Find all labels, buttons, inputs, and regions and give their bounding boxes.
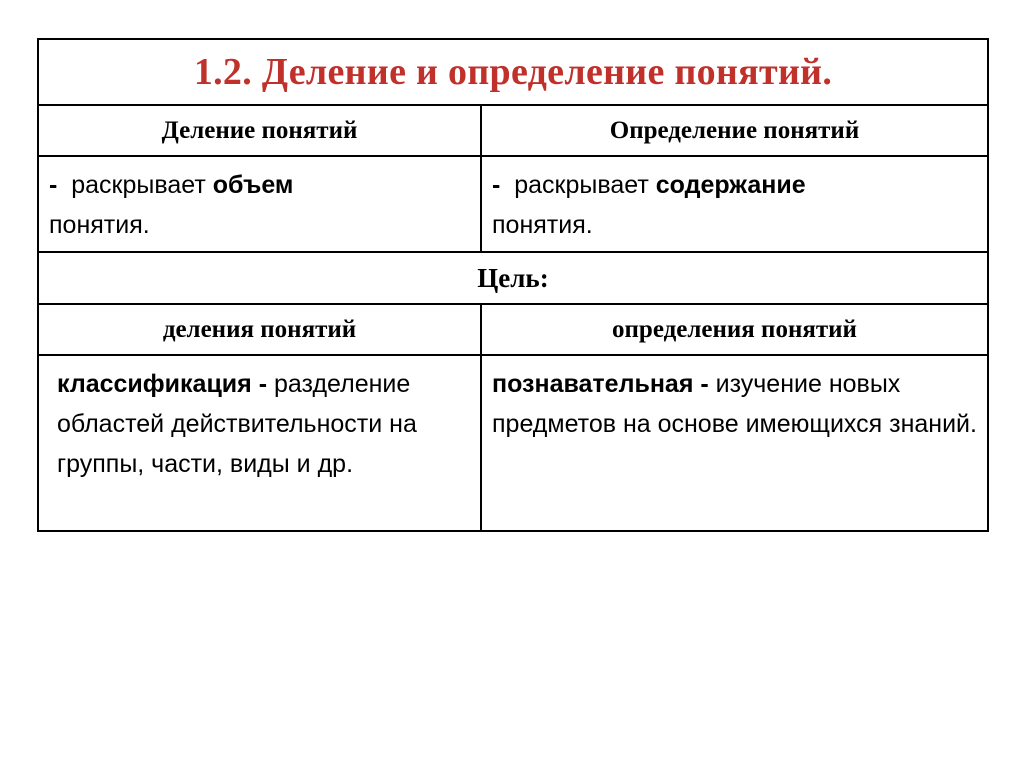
goal-header-row: [38, 304, 988, 355]
title-row: [38, 39, 988, 105]
division-goal: [38, 355, 481, 531]
goal-header-definition: определения понятий: [481, 304, 988, 355]
definition-goal: [481, 355, 988, 531]
dash-marker: -: [49, 171, 58, 199]
description-row: [38, 156, 988, 252]
definition-verb: раскрывает: [514, 171, 649, 199]
division-keyword: объем: [212, 171, 294, 199]
definition-goal-keyword: познавательная -: [492, 370, 709, 398]
header-definition: Определение понятий: [481, 105, 988, 156]
definition-rest: понятия.: [492, 211, 593, 239]
dash-marker: -: [492, 171, 501, 199]
division-description: [38, 156, 481, 252]
division-rest: понятия.: [49, 211, 150, 239]
definition-keyword: содержание: [655, 171, 806, 199]
goal-row: [38, 252, 988, 304]
goal-description-row: [38, 355, 988, 531]
table-title: 1.2. Деление и определение понятий.: [38, 39, 988, 105]
division-goal-keyword: классификация -: [57, 370, 268, 398]
division-verb: раскрывает: [71, 171, 206, 199]
goal-heading: Цель:: [38, 252, 988, 304]
concepts-table: [37, 38, 989, 532]
definition-goal-text: изучение новых предметов на основе имеющихся знаний.: [492, 370, 977, 438]
header-row: [38, 105, 988, 156]
definition-description: [481, 156, 988, 252]
goal-header-division: деления понятий: [38, 304, 481, 355]
header-division: Деление понятий: [38, 105, 481, 156]
division-goal-text: разделение областей действительности на группы, части, виды и др.: [57, 370, 417, 478]
